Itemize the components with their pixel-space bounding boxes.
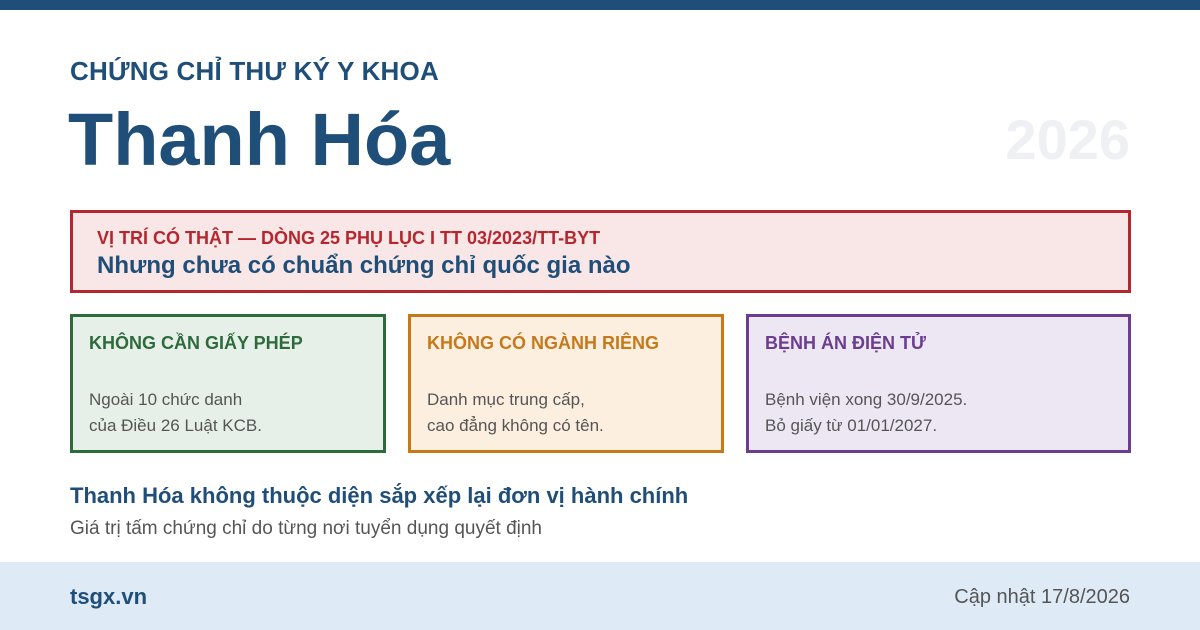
card-line: Bệnh viện xong 30/9/2025. xyxy=(765,390,968,409)
card-electronic-records xyxy=(746,314,1131,453)
top-accent-bar xyxy=(0,0,1200,10)
card-line: Bỏ giấy từ 01/01/2027. xyxy=(765,416,938,435)
card-line: cao đẳng không có tên. xyxy=(427,416,604,435)
alert-title: VỊ TRÍ CÓ THẬT — DÒNG 25 PHỤ LỤC I TT 03/2023/TT-BYT xyxy=(97,228,601,248)
card-body xyxy=(89,387,383,439)
card-no-major xyxy=(408,314,724,453)
card-no-license xyxy=(70,314,386,453)
alert-box xyxy=(70,210,1131,293)
site-link[interactable]: tsgx.vn xyxy=(70,584,148,609)
card-title: KHÔNG CÓ NGÀNH RIÊNG xyxy=(427,333,660,353)
alert-subtitle: Nhưng chưa có chuẩn chứng chỉ quốc gia nào xyxy=(97,252,631,279)
card-title: KHÔNG CẦN GIẤY PHÉP xyxy=(89,333,303,353)
card-line: của Điều 26 Luật KCB. xyxy=(89,416,262,435)
summary-title: Thanh Hóa không thuộc diện sắp xếp lại đơn vị hành chính xyxy=(70,483,689,508)
updated-date: Cập nhật 17/8/2026 xyxy=(954,586,1130,608)
page-kicker: CHỨNG CHỈ THƯ KÝ Y KHOA xyxy=(70,56,439,86)
card-body xyxy=(427,387,721,439)
card-line: Ngoài 10 chức danh xyxy=(89,390,243,409)
summary-subtitle: Giá trị tấm chứng chỉ do từng nơi tuyển dụng quyết định xyxy=(70,518,543,539)
page-title: Thanh Hóa xyxy=(68,98,451,181)
card-body xyxy=(765,387,1128,439)
footer-bar xyxy=(0,562,1200,630)
card-title: BỆNH ÁN ĐIỆN TỬ xyxy=(765,333,926,353)
year-watermark: 2026 xyxy=(1005,108,1130,171)
card-line: Danh mục trung cấp, xyxy=(427,390,585,409)
